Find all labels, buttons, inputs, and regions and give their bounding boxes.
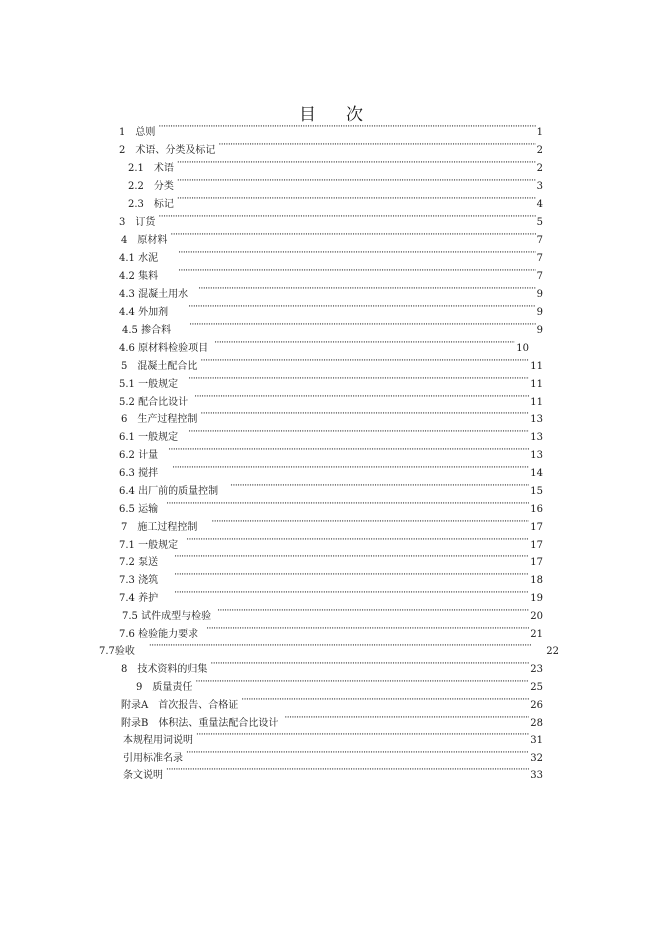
toc-entry[interactable]	[122, 604, 543, 622]
dot-leader	[166, 497, 529, 512]
toc-entry-label: 4.2 集料	[119, 271, 159, 282]
toc-entry[interactable]	[119, 568, 543, 586]
toc-entry-page: 11	[530, 379, 543, 390]
toc-entry-page: 32	[530, 753, 543, 764]
toc-entry[interactable]	[123, 763, 543, 781]
dot-leader	[194, 390, 529, 405]
toc-entry[interactable]	[119, 622, 543, 640]
toc-entry-label: 4.4 外加剂	[119, 307, 169, 318]
toc-entry-page: 22	[546, 646, 559, 657]
toc-entry[interactable]	[119, 533, 543, 551]
toc-entry-label: 6.1 一般规定	[119, 432, 179, 443]
dot-leader	[200, 407, 529, 422]
toc-entry-page: 21	[530, 629, 543, 640]
toc-entry-label: 5.1 一般规定	[119, 379, 179, 390]
toc-entry-label: 本规程用词说明	[123, 735, 193, 746]
toc-entry-page: 13	[530, 414, 543, 425]
toc-entry-label: 7.4 养护	[119, 593, 159, 604]
toc-entry-label: 6 生产过程控制	[121, 414, 198, 425]
dot-leader	[166, 763, 529, 778]
toc-entry-page: 19	[530, 593, 543, 604]
dot-leader	[198, 282, 536, 297]
dot-leader	[177, 174, 536, 189]
toc-entry-label: 5.2 配合比设计	[119, 397, 189, 408]
toc-entry-page: 13	[530, 432, 543, 443]
dot-leader	[218, 138, 535, 153]
dot-leader	[214, 336, 515, 351]
toc-entry-page: 17	[530, 540, 543, 551]
toc-entry-label: 7.6 检验能力要求	[119, 629, 199, 640]
toc-entry[interactable]	[136, 675, 543, 693]
toc-entry[interactable]	[119, 479, 543, 497]
toc-entry[interactable]	[121, 693, 543, 711]
toc-entry-label: 9 质量责任	[136, 682, 193, 693]
toc-entry-label: 6.3 搅拌	[119, 468, 159, 479]
dot-leader	[241, 693, 529, 708]
toc-entry[interactable]	[123, 746, 543, 764]
toc-entry-label: 7.5 试件成型与检验	[122, 611, 212, 622]
toc-entry-label: 7.7验收	[99, 646, 135, 657]
toc-entry[interactable]	[119, 282, 543, 300]
dot-leader	[196, 728, 529, 743]
toc-entry-label: 3 订货	[119, 217, 156, 228]
toc-entry-label: 7.1 一般规定	[119, 540, 179, 551]
toc-entry-page: 11	[530, 361, 543, 372]
dot-leader	[200, 354, 529, 369]
toc-entry-page: 18	[530, 575, 543, 586]
dot-leader	[195, 675, 529, 690]
toc-entry[interactable]	[119, 586, 543, 604]
toc-entry-label: 4.6 原材料检验项目	[119, 343, 209, 354]
toc-entry[interactable]	[119, 264, 543, 282]
toc-entry[interactable]	[119, 246, 543, 264]
toc-entry-label: 2 术语、分类及标记	[119, 145, 216, 156]
dot-leader	[178, 246, 536, 261]
dot-leader	[230, 479, 529, 494]
dot-leader	[189, 318, 536, 333]
toc-entry[interactable]	[121, 515, 543, 533]
dot-leader	[158, 210, 535, 225]
dot-leader	[188, 300, 536, 315]
toc-entry-label: 附录A 首次报告、合格证	[121, 700, 239, 711]
toc-entry-label: 6.5 运输	[119, 504, 159, 515]
toc-entry[interactable]	[121, 354, 543, 372]
toc-entry-page: 9	[536, 307, 543, 318]
toc-entry-page: 15	[530, 486, 543, 497]
toc-entry-page: 20	[530, 611, 543, 622]
toc-entry[interactable]	[119, 210, 543, 228]
title-char-2: 次	[346, 105, 363, 125]
toc-entry[interactable]	[128, 192, 543, 210]
toc-entry[interactable]	[122, 318, 543, 336]
toc-entry-label: 附录B 体积法、重量法配合比设计	[121, 718, 279, 729]
dot-leader	[177, 192, 536, 207]
dot-leader	[211, 515, 529, 530]
toc-entry-label: 5 混凝土配合比	[121, 361, 198, 372]
toc-entry-label: 4.5 掺合料	[122, 325, 172, 336]
toc-entry-label: 4.3 混凝土用水	[119, 289, 189, 300]
toc-entry-label: 6.4 出厂前的质量控制	[119, 486, 219, 497]
toc-entry-page: 7	[536, 253, 543, 264]
toc-entry[interactable]	[99, 639, 559, 657]
toc-entry[interactable]	[121, 711, 543, 729]
dot-leader	[188, 372, 529, 387]
toc-entry[interactable]	[121, 228, 543, 246]
dot-leader	[178, 264, 536, 279]
toc-entry-label: 7 施工过程控制	[121, 522, 198, 533]
toc-entry[interactable]	[119, 461, 543, 479]
toc-entry[interactable]	[119, 372, 543, 390]
toc-entry-page: 17	[530, 557, 543, 568]
toc-entry-page: 23	[530, 664, 543, 675]
dot-leader	[177, 156, 536, 171]
toc-entry-page: 25	[530, 682, 543, 693]
toc-entry-page: 28	[530, 718, 543, 729]
toc-entry-page: 10	[516, 343, 529, 354]
toc-entry-label: 2.1 术语	[128, 163, 174, 174]
toc-entry[interactable]	[119, 550, 543, 568]
toc-entry-label: 2.2 分类	[128, 181, 174, 192]
toc-entry-label: 7.2 泵送	[119, 557, 159, 568]
dot-leader	[174, 586, 529, 601]
toc-entry-page: 26	[530, 700, 543, 711]
toc-entry-page: 2	[536, 163, 543, 174]
toc-entry-label: 1 总则	[119, 127, 156, 138]
toc-entry-page: 11	[530, 397, 543, 408]
dot-leader	[174, 550, 529, 565]
toc-entry-page: 17	[530, 522, 543, 533]
toc-entry[interactable]	[119, 497, 543, 515]
dot-leader	[210, 657, 529, 672]
toc-entry-page: 2	[536, 145, 543, 156]
toc-entry-page: 14	[530, 468, 543, 479]
toc-entry-page: 33	[530, 770, 543, 781]
dot-leader	[284, 711, 529, 726]
toc-entry[interactable]	[128, 174, 543, 192]
dot-leader	[174, 568, 529, 583]
toc-entry-page: 9	[536, 289, 543, 300]
dot-leader	[206, 622, 529, 637]
toc-entry[interactable]	[123, 728, 543, 746]
toc-entry[interactable]	[119, 120, 543, 138]
toc-entry[interactable]	[119, 300, 543, 318]
toc-entry-page: 3	[536, 181, 543, 192]
toc-entry-page: 13	[530, 450, 543, 461]
toc-entry-page: 4	[536, 199, 543, 210]
toc-entry-label: 6.2 计量	[119, 450, 159, 461]
toc-entry-page: 16	[530, 504, 543, 515]
toc-entry-page: 1	[536, 127, 543, 138]
toc-entry-label: 引用标准名录	[123, 753, 183, 764]
dot-leader	[172, 461, 529, 476]
toc-entry-label: 8 技术资料的归集	[121, 664, 208, 675]
title-char-1: 目	[299, 105, 316, 125]
toc-entry-label: 7.3 浇筑	[119, 575, 159, 586]
toc-entry-page: 7	[536, 235, 543, 246]
toc-entry[interactable]	[119, 443, 543, 461]
dot-leader	[170, 228, 535, 243]
dot-leader	[186, 746, 529, 761]
toc-entry[interactable]	[119, 425, 543, 443]
toc-entry-label: 4 原材料	[121, 235, 168, 246]
dot-leader	[188, 425, 529, 440]
dot-leader	[186, 533, 529, 548]
toc-entry-page: 9	[536, 325, 543, 336]
dot-leader	[168, 443, 529, 458]
dot-leader	[158, 120, 535, 135]
toc-entry[interactable]	[119, 336, 529, 354]
toc-entry-page: 31	[530, 735, 543, 746]
toc-entry-label: 条文说明	[123, 770, 163, 781]
toc-entry[interactable]	[128, 156, 543, 174]
dot-leader	[217, 604, 529, 619]
toc-entry[interactable]	[119, 138, 543, 156]
toc-entry-page: 7	[536, 271, 543, 282]
dot-leader	[149, 639, 545, 654]
toc-entry-page: 5	[536, 217, 543, 228]
toc-entry-label: 4.1 水泥	[119, 253, 159, 264]
toc-entry[interactable]	[121, 657, 543, 675]
toc-entry[interactable]	[119, 390, 543, 408]
toc-entry-label: 2.3 标记	[128, 199, 174, 210]
toc-entry[interactable]	[121, 407, 543, 425]
